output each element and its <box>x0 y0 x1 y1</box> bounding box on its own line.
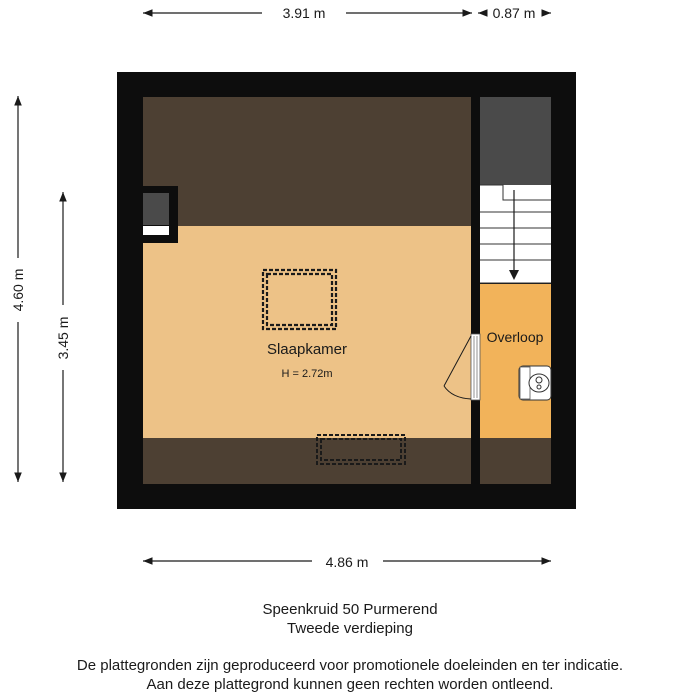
dimension-top-width-label: 3.91 m <box>282 5 326 21</box>
dimension-outer-height <box>10 96 26 482</box>
dimension-inner-height <box>55 192 71 482</box>
partition-wall <box>471 97 480 484</box>
stair-void <box>480 97 551 185</box>
chimney-block <box>140 186 178 243</box>
disclaimer <box>0 656 700 694</box>
dimension-outer-height-label: 4.60 m <box>10 268 26 312</box>
bedroom-height-label: H = 2.72m <box>281 368 333 380</box>
dimension-bottom-width-label: 4.86 m <box>325 554 369 570</box>
dimension-inner-height-label: 3.45 m <box>55 316 71 360</box>
stairwell <box>480 97 551 283</box>
bedroom-sloped-roof-bottom <box>143 438 471 484</box>
dimension-top-right-width-label: 0.87 m <box>492 5 536 21</box>
dimension-bottom-width <box>143 554 551 570</box>
toilet-icon <box>519 366 551 400</box>
floor-label: Tweede verdieping <box>287 620 413 637</box>
landing-floor <box>480 284 551 438</box>
dimension-top-width <box>143 5 472 21</box>
landing-name-label: Overloop <box>486 329 544 345</box>
plan-caption <box>0 600 700 638</box>
disclaimer-line-2: Aan deze plattegrond kunnen geen rechten worden ontleend. <box>146 676 554 693</box>
dimension-top-right-width <box>478 5 551 21</box>
bedroom-name-label: Slaapkamer <box>266 341 348 358</box>
address-label: Speenkruid 50 Purmerend <box>262 601 438 618</box>
bedroom-sloped-roof-top <box>143 97 471 226</box>
landing-sloped-roof-bottom <box>480 438 551 484</box>
bedroom <box>143 97 471 484</box>
bedroom-floor <box>143 226 471 438</box>
disclaimer-line-1: De plattegronden zijn geproduceerd voor promotionele doeleinden en ter indicatie. <box>76 657 624 674</box>
